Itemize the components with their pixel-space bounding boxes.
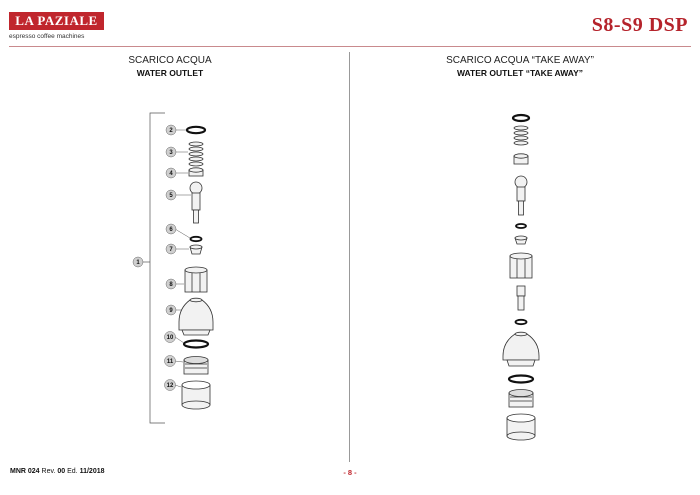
right-part-spring bbox=[514, 126, 528, 145]
left-part-9-body bbox=[179, 298, 213, 335]
left-part-4-seat bbox=[189, 168, 203, 176]
left-part-7-cap bbox=[190, 245, 202, 254]
left-part-8-nut bbox=[185, 267, 207, 292]
left-part-12-ring bbox=[182, 381, 210, 409]
svg-text:10: 10 bbox=[166, 335, 174, 342]
svg-text:3: 3 bbox=[169, 150, 173, 157]
svg-text:1: 1 bbox=[136, 260, 140, 267]
right-part-ring bbox=[507, 414, 535, 440]
svg-text:9: 9 bbox=[169, 308, 173, 315]
right-part-cap bbox=[515, 236, 527, 244]
right-part-body bbox=[503, 332, 539, 366]
left-part-10-gasket bbox=[184, 341, 208, 348]
right-part-nut bbox=[510, 253, 532, 278]
brand-tagline: espresso coffee machines bbox=[9, 33, 85, 40]
right-part-tube bbox=[517, 286, 525, 310]
right-part-gasket-bottom bbox=[509, 376, 533, 383]
model-title: S8-S9 DSP bbox=[591, 14, 688, 36]
svg-text:5: 5 bbox=[169, 193, 173, 200]
left-part-11-filter bbox=[184, 357, 208, 375]
left-part-5-pin bbox=[190, 182, 202, 223]
right-section-subtitle: WATER OUTLET “TAKE AWAY” bbox=[456, 68, 584, 78]
callout-8 bbox=[166, 279, 176, 289]
callout-10 bbox=[165, 332, 176, 343]
callout-6 bbox=[166, 224, 176, 234]
svg-text:7: 7 bbox=[169, 247, 173, 254]
svg-text:4: 4 bbox=[169, 171, 173, 178]
document-reference: MNR 024 Rev. 00 Ed. 11/2018 bbox=[10, 468, 105, 475]
right-part-gasket-top bbox=[513, 115, 529, 121]
right-part-oring bbox=[516, 224, 526, 228]
callout-5 bbox=[166, 190, 176, 200]
svg-text:6: 6 bbox=[169, 227, 173, 234]
right-part-filter bbox=[509, 390, 533, 408]
svg-text:8: 8 bbox=[169, 282, 173, 289]
svg-text:11: 11 bbox=[166, 359, 174, 366]
callout-7 bbox=[166, 244, 176, 254]
left-part-6-oring bbox=[191, 237, 202, 241]
callout-11 bbox=[165, 356, 176, 367]
left-part-3-spring bbox=[189, 142, 203, 166]
callout-4 bbox=[166, 168, 176, 178]
callout-9 bbox=[166, 305, 176, 315]
right-part-oring-2 bbox=[516, 320, 527, 324]
left-section-subtitle: WATER OUTLET bbox=[136, 68, 204, 78]
svg-text:2: 2 bbox=[169, 128, 173, 135]
left-section-title: SCARICO ACQUA bbox=[128, 55, 212, 66]
callout-2 bbox=[166, 125, 176, 135]
callout-3 bbox=[166, 147, 176, 157]
right-section-title: SCARICO ACQUA “TAKE AWAY” bbox=[446, 55, 594, 66]
right-part-pin bbox=[515, 176, 527, 215]
callout-12 bbox=[165, 380, 176, 391]
left-assembly-bracket bbox=[143, 113, 165, 423]
page-number: - 8 - bbox=[343, 468, 357, 477]
callout-1 bbox=[133, 257, 143, 267]
svg-text:12: 12 bbox=[166, 383, 174, 390]
left-part-2-gasket bbox=[187, 127, 205, 133]
right-part-seat bbox=[514, 154, 528, 164]
brand-logo: LA PAZIALE bbox=[9, 12, 104, 30]
